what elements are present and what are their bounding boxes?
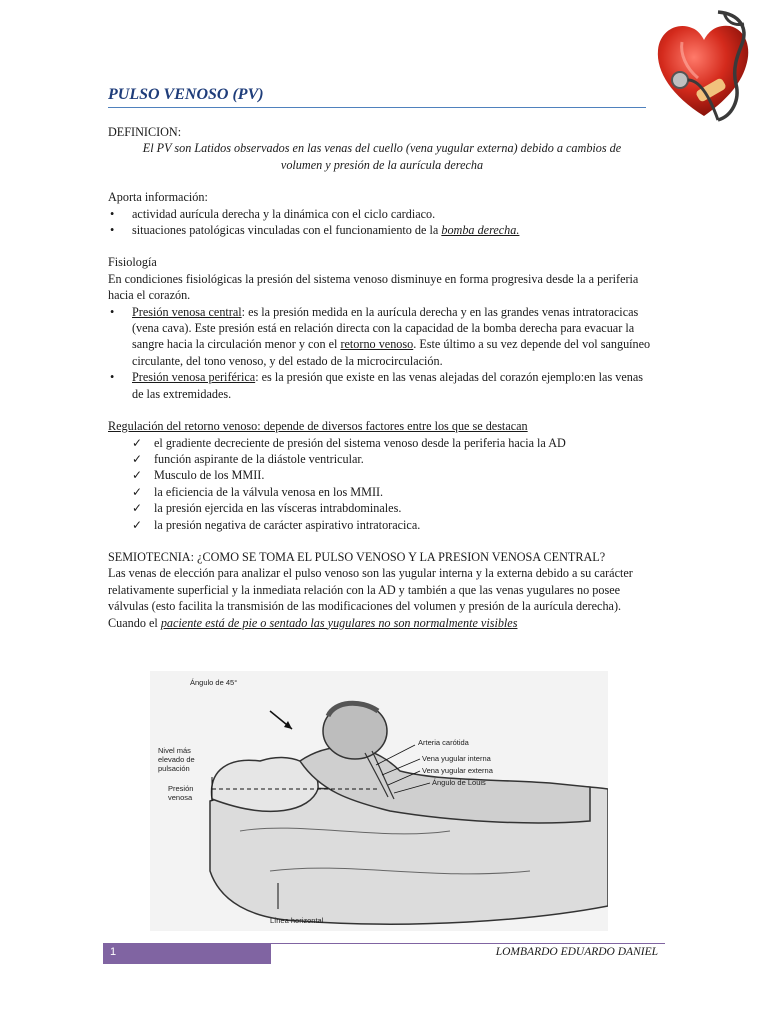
checkmark-icon: ✓ bbox=[132, 517, 143, 532]
semiotecnia-text: Las venas de elección para analizar el pulso venoso son las yugular interna y la externa debido a su carácter relativamente superficial y la inmediata relación con la AD y también a que las venas yugulares no posee válvulas (esto facilita la transmisión de las modificaciones del volumen y presión de la aurícula derecha). Cuando el bbox=[108, 566, 633, 630]
pvc-text-1: : es la presión medida en la aurícula derecha y en las grandes venas intratoracicas (vena cava). Este presión está en relación directa con la capacidad de la bomba derecha para evacuar la sangre hacia la circulación menor y con el bbox=[132, 304, 639, 352]
pvp-text: : es la presión que existe en las venas alejadas del corazón ejemplo:en las venas de las extremidades. bbox=[132, 370, 644, 401]
semiotecnia-heading: SEMIOTECNIA: ¿COMO SE TOMA EL PULSO VENOSO Y LA PRESION VENOSA CENTRAL? bbox=[108, 549, 606, 564]
pvc-term: Presión venosa central bbox=[132, 304, 242, 319]
definition-line-1: El PV son Latidos observados en las venas del cuello (vena yugular externa) debido a cambios de bbox=[142, 141, 622, 156]
title-underline-divider bbox=[108, 107, 646, 108]
aporta-item-text: actividad aurícula derecha y la dinámica con el ciclo cardiaco. bbox=[132, 206, 436, 221]
label-angulo-louis: Ángulo de Louis bbox=[432, 778, 486, 787]
fisiologia-intro: En condiciones fisiológicas la presión del sistema venoso disminuye en forma progresiva desde la a periferia hacia el corazón. bbox=[108, 271, 639, 303]
bullet-icon: • bbox=[110, 206, 115, 221]
checkmark-icon: ✓ bbox=[132, 501, 143, 516]
checkmark-icon: ✓ bbox=[132, 451, 143, 466]
bullet-icon: • bbox=[110, 370, 115, 385]
pvp-term: Presión venosa periférica bbox=[132, 370, 256, 385]
definition-heading: DEFINICION: bbox=[108, 125, 182, 139]
regulacion-item-text: Musculo de los MMII. bbox=[154, 468, 265, 483]
regulacion-item-text: la presión ejercida en las vísceras intrabdominales. bbox=[154, 501, 402, 516]
footer-page-tab bbox=[103, 943, 271, 964]
fisiologia-heading: Fisiología bbox=[108, 255, 157, 270]
label-carotida: Arteria carótida bbox=[418, 738, 469, 747]
pvc-text-2: . Este último a su vez depende del vol sanguíneo circulante, del tono venoso, y del estado de la microcirculación. bbox=[132, 337, 651, 368]
retorno-venoso-term: retorno venoso bbox=[340, 337, 414, 352]
document-body bbox=[108, 124, 656, 631]
aporta-item bbox=[108, 222, 656, 238]
pvp-item bbox=[108, 369, 656, 402]
pvc-item bbox=[108, 304, 656, 370]
regulacion-item bbox=[108, 451, 656, 467]
regulacion-item-text: el gradiente decreciente de presión del sistema venoso desde la periferia hacia la AD bbox=[154, 435, 566, 450]
bullet-icon: • bbox=[110, 223, 115, 238]
regulacion-item bbox=[108, 500, 656, 516]
regulacion-item bbox=[108, 435, 656, 451]
label-presion-2: venosa bbox=[168, 793, 193, 802]
label-presion-1: Presión bbox=[168, 784, 194, 793]
page-title: PULSO VENOSO (PV) bbox=[108, 86, 264, 103]
checkmark-icon: ✓ bbox=[132, 484, 143, 499]
bomba-derecha-emphasis: bomba derecha. bbox=[441, 223, 520, 238]
heart-stethoscope-logo-icon bbox=[652, 8, 758, 126]
semiotecnia-emphasis: paciente está de pie o sentado las yugulares no son normalmente visibles bbox=[160, 615, 518, 630]
regulacion-item bbox=[108, 467, 656, 483]
label-nivel-1: Nivel más bbox=[158, 746, 191, 755]
regulacion-item-text: la eficiencia de la válvula venosa en los MMII. bbox=[154, 484, 384, 499]
label-angle: Ángulo de 45° bbox=[190, 678, 238, 687]
definition-line-2: volumen y presión de la aurícula derecha bbox=[280, 157, 484, 172]
checkmark-icon: ✓ bbox=[132, 435, 143, 450]
label-linea-horizontal: Línea horizontal bbox=[270, 916, 324, 925]
label-yugular-externa: Vena yugular externa bbox=[422, 766, 493, 775]
page-number: 1 bbox=[110, 946, 117, 958]
label-nivel-3: pulsación bbox=[158, 764, 190, 773]
label-yugular-interna: Vena yugular interna bbox=[422, 754, 491, 763]
aporta-item-text: situaciones patológicas vinculadas con el funcionamiento de la bbox=[132, 223, 442, 238]
footer-author: LOMBARDO EDUARDO DANIEL bbox=[495, 946, 658, 958]
regulacion-item-text: la presión negativa de carácter aspirativo intratoracica. bbox=[154, 517, 421, 532]
aporta-heading: Aporta información: bbox=[108, 190, 208, 205]
label-nivel-2: elevado de bbox=[158, 755, 195, 764]
jugular-venous-pressure-figure bbox=[150, 671, 608, 931]
aporta-item bbox=[108, 206, 656, 222]
regulacion-item bbox=[108, 484, 656, 500]
semiotecnia-paragraph bbox=[108, 565, 656, 631]
regulacion-heading: Regulación del retorno venoso: depende de diversos factores entre los que se destacan bbox=[108, 419, 528, 434]
bullet-icon: • bbox=[110, 304, 115, 319]
regulacion-item bbox=[108, 517, 656, 533]
regulacion-item-text: función aspirante de la diástole ventricular. bbox=[154, 451, 364, 466]
checkmark-icon: ✓ bbox=[132, 468, 143, 483]
